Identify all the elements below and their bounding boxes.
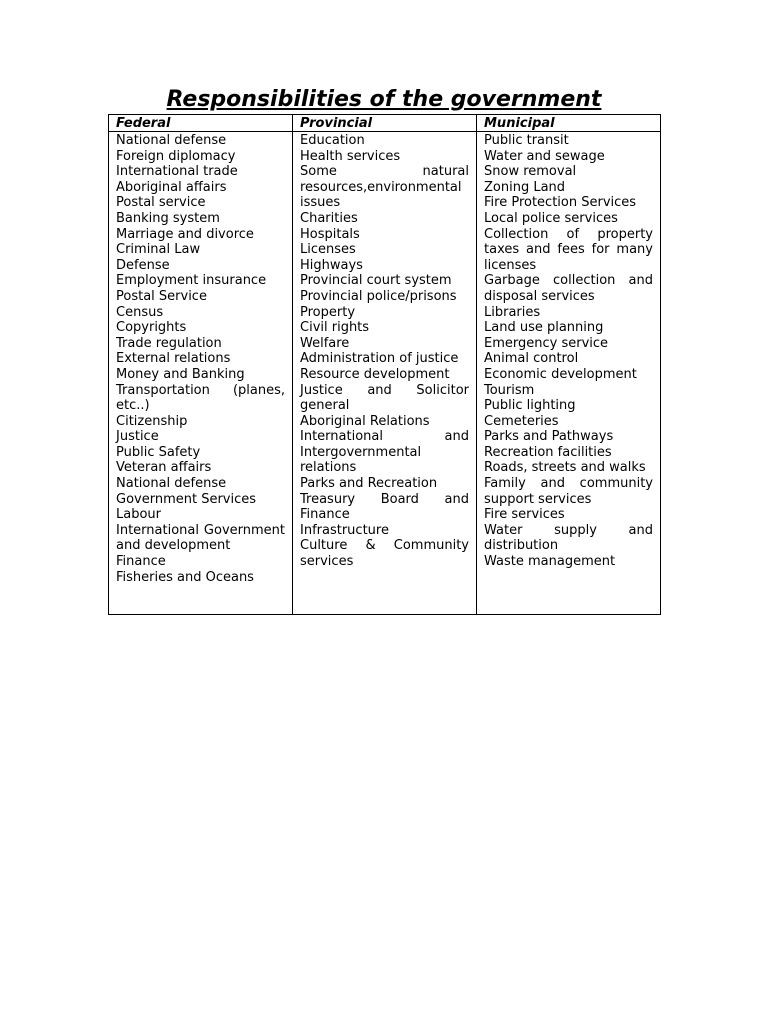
list-item: Veteran affairs: [116, 460, 212, 476]
list-item: Postal Service: [116, 288, 207, 304]
list-item: International trade: [116, 164, 238, 180]
federal-column-header: Federal: [109, 115, 293, 132]
list-item: Fire services: [484, 507, 565, 523]
list-item: Criminal Law: [116, 242, 201, 258]
list-item: Parks and Recreation: [300, 476, 438, 492]
list-item: Public Safety: [116, 444, 201, 460]
list-item: Local police services: [484, 210, 618, 226]
list-item: Citizenship: [116, 413, 188, 429]
list-item: Family and community support services: [484, 476, 653, 507]
list-item: Government Services: [116, 491, 257, 507]
list-item: Highways: [300, 257, 363, 273]
list-item: Postal service: [116, 195, 206, 211]
list-item: Provincial court system: [300, 273, 452, 289]
list-item: Collection of property taxes and fees for many licenses: [484, 226, 653, 273]
list-item: International and Intergovernmental relations: [300, 429, 469, 476]
list-item: Roads, streets and walks: [484, 460, 646, 476]
federal-column: [109, 132, 293, 615]
list-item: Property: [300, 304, 356, 320]
document-title: Responsibilities of the government: [166, 87, 602, 112]
list-item: Welfare: [300, 335, 350, 351]
list-item: Cemeteries: [484, 413, 559, 429]
provincial-column: [293, 132, 477, 615]
list-item: Libraries: [484, 304, 541, 320]
list-item: Money and Banking: [116, 366, 245, 382]
list-item: Marriage and divorce: [116, 226, 254, 242]
list-item: Some natural resources,environmental issues: [300, 164, 469, 211]
list-item: External relations: [116, 351, 231, 367]
list-item: Tourism: [484, 382, 535, 398]
list-item: Trade regulation: [116, 335, 222, 351]
list-item: Administration of justice: [300, 351, 459, 367]
list-item: Culture & Community services: [300, 538, 469, 570]
list-item: Public transit: [484, 133, 569, 148]
list-item: Banking system: [116, 210, 220, 226]
list-item: Zoning Land: [484, 179, 566, 195]
list-item: Finance: [116, 554, 166, 570]
list-item: International Government and development: [116, 522, 285, 554]
list-item: Hospitals: [300, 226, 360, 242]
municipal-column-header: Municipal: [477, 115, 661, 132]
list-item: Aboriginal Relations: [300, 413, 430, 429]
list-item: Aboriginal affairs: [116, 179, 227, 195]
table-body-row: [109, 132, 661, 615]
municipal-list: [484, 133, 653, 570]
list-item: Public lighting: [484, 398, 576, 414]
list-item: Employment insurance: [116, 273, 267, 289]
provincial-column-header: Provincial: [293, 115, 477, 132]
list-item: National defense: [116, 133, 227, 148]
list-item: Infrastructure: [300, 522, 389, 538]
list-item: National defense: [116, 476, 227, 492]
list-item: Justice: [116, 429, 159, 445]
municipal-column: [477, 132, 661, 615]
list-item: Defense: [116, 257, 170, 273]
list-item: Water supply and distribution: [484, 522, 653, 554]
provincial-list: [300, 133, 469, 570]
list-item: Fire Protection Services: [484, 195, 637, 211]
list-item: Justice and Solicitor general: [300, 382, 469, 414]
list-item: Parks and Pathways: [484, 429, 614, 445]
list-item: Copyrights: [116, 320, 187, 336]
list-item: Health services: [300, 148, 401, 164]
list-item: Fisheries and Oceans: [116, 569, 254, 585]
list-item: Recreation facilities: [484, 444, 612, 460]
list-item: Water and sewage: [484, 148, 605, 164]
list-item: Snow removal: [484, 164, 577, 180]
table-header-row: [109, 115, 661, 132]
list-item: Resource development: [300, 366, 450, 382]
list-item: Foreign diplomacy: [116, 148, 236, 164]
list-item: Treasury Board and Finance: [300, 491, 469, 523]
list-item: Charities: [300, 210, 358, 226]
responsibilities-table: [108, 114, 661, 615]
list-item: Emergency service: [484, 335, 609, 351]
list-item: Garbage collection and disposal services: [484, 273, 653, 304]
list-item: Animal control: [484, 351, 579, 367]
list-item: Civil rights: [300, 320, 370, 336]
list-item: Transportation (planes, etc..): [116, 382, 285, 414]
list-item: Education: [300, 133, 365, 148]
list-item: Waste management: [484, 554, 616, 570]
list-item: Provincial police/prisons: [300, 288, 457, 304]
federal-list: [116, 133, 285, 585]
list-item: Licenses: [300, 242, 356, 258]
list-item: Census: [116, 304, 164, 320]
list-item: Economic development: [484, 366, 637, 382]
list-item: Labour: [116, 507, 161, 523]
list-item: Land use planning: [484, 320, 604, 336]
